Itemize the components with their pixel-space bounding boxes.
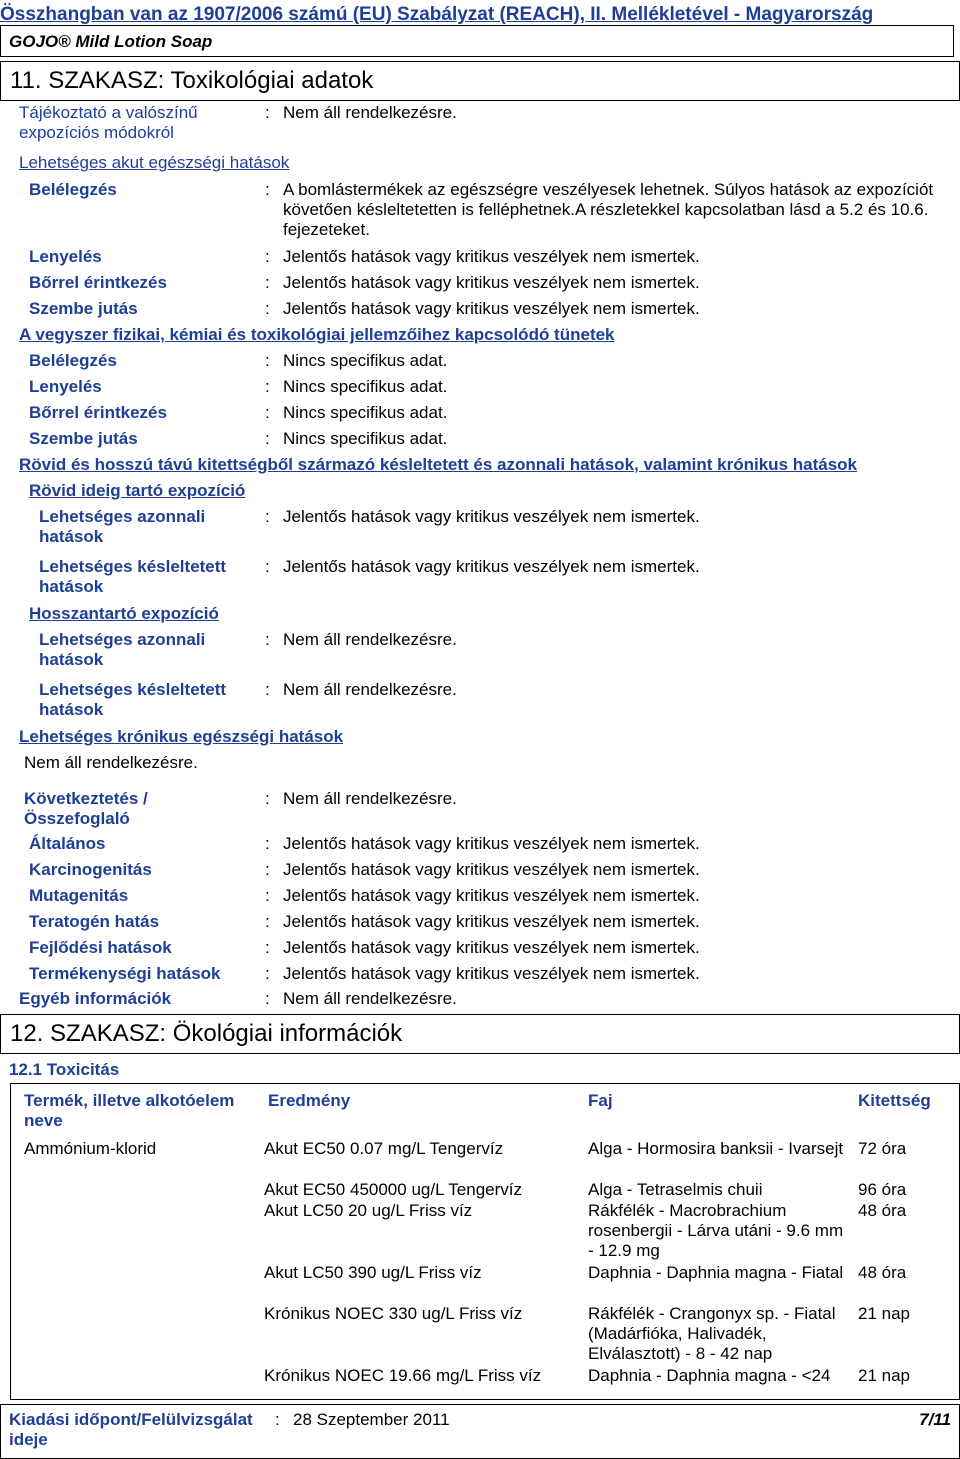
acute-label: Lenyelés xyxy=(29,247,102,266)
colon: : xyxy=(265,377,270,396)
exposure-routes-value: Nem áll rendelkezésre. xyxy=(283,103,457,122)
table-cell-species: Daphnia - Daphnia magna - <24 xyxy=(588,1366,831,1385)
section-12-title: 12. SZAKASZ: Ökológiai információk xyxy=(10,1020,403,1047)
chronic-label: Karcinogenitás xyxy=(29,860,152,879)
colon: : xyxy=(265,630,270,649)
section-11-title-box xyxy=(0,61,960,101)
table-cell-component: Ammónium-klorid xyxy=(24,1139,157,1158)
registered-mark: ® xyxy=(58,32,71,51)
section-12-title-box xyxy=(0,1014,960,1054)
footer-label: Kiadási időpont/Felülvizsgálat ideje xyxy=(9,1410,253,1449)
symptom-label: Szembe jutás xyxy=(29,429,138,448)
table-cell-result: Krónikus NOEC 19.66 mg/L Friss víz xyxy=(264,1366,542,1385)
chronic-value: Nem áll rendelkezésre. xyxy=(283,789,457,808)
section-12-subtitle: 12.1 Toxicitás xyxy=(9,1060,120,1079)
colon: : xyxy=(265,912,270,931)
colon: : xyxy=(265,403,270,422)
colon: : xyxy=(265,886,270,905)
table-cell-species: Alga - Tetraselmis chuii xyxy=(588,1180,763,1199)
exposure-routes-colon: : xyxy=(265,103,270,122)
short-term-label: Lehetséges késleltetett hatások xyxy=(39,557,227,596)
delayed-heading: Rövid és hosszú távú kitettségből származó késleltetett és azonnali hatások, valamint krónikus hatások xyxy=(19,455,857,474)
acute-value: A bomlástermékek az egészségre veszélyesek lehetnek. Súlyos hatások az expozíciót követően késleltetetten is felléphetnek.A részletekkel kapcsolatban lásd a 5.2 és 10.6. fejezeteket. xyxy=(283,180,934,239)
chronic-label: Következtetés / Összefoglaló xyxy=(24,789,148,828)
short-term-value: Jelentős hatások vagy kritikus veszélyek nem ismertek. xyxy=(283,557,700,576)
symptom-value: Nincs specifikus adat. xyxy=(283,403,448,422)
chronic-value: Jelentős hatások vagy kritikus veszélyek nem ismertek. xyxy=(283,964,700,983)
acute-heading: Lehetséges akut egészségi hatások xyxy=(19,153,290,172)
chronic-value: Jelentős hatások vagy kritikus veszélyek nem ismertek. xyxy=(283,860,700,879)
colon: : xyxy=(265,351,270,370)
colon: : xyxy=(265,247,270,266)
chronic-value: Jelentős hatások vagy kritikus veszélyek nem ismertek. xyxy=(283,912,700,931)
chronic-heading: Lehetséges krónikus egészségi hatások xyxy=(19,727,344,746)
symptoms-heading: A vegyszer fizikai, kémiai és toxikológiai jellemzőihez kapcsolódó tünetek xyxy=(19,325,615,344)
table-cell-exposure: 21 nap xyxy=(858,1304,910,1323)
table-header-component: Termék, illetve alkotóelem neve xyxy=(24,1091,235,1130)
table-cell-exposure: 48 óra xyxy=(858,1263,907,1282)
table-cell-exposure: 48 óra xyxy=(858,1201,907,1220)
long-term-heading: Hosszantartó expozíció xyxy=(29,604,219,623)
colon: : xyxy=(265,860,270,879)
colon: : xyxy=(265,989,270,1008)
colon: : xyxy=(265,180,270,199)
table-cell-result: Akut EC50 0.07 mg/L Tengervíz xyxy=(264,1139,504,1158)
acute-label: Bőrrel érintkezés xyxy=(29,273,167,292)
chronic-value: Jelentős hatások vagy kritikus veszélyek nem ismertek. xyxy=(283,886,700,905)
table-cell-result: Krónikus NOEC 330 ug/L Friss víz xyxy=(264,1304,523,1323)
colon: : xyxy=(265,429,270,448)
chronic-label: Termékenységi hatások xyxy=(29,964,221,983)
footer-colon: : xyxy=(275,1410,280,1429)
acute-value: Jelentős hatások vagy kritikus veszélyek nem ismertek. xyxy=(283,299,700,318)
table-cell-species: Alga - Hormosira banksii - Ivarsejt xyxy=(588,1139,844,1158)
long-term-value: Nem áll rendelkezésre. xyxy=(283,680,457,699)
chronic-label: Általános xyxy=(29,834,106,853)
colon: : xyxy=(265,273,270,292)
colon: : xyxy=(265,938,270,957)
table-cell-exposure: 72 óra xyxy=(858,1139,907,1158)
short-term-heading: Rövid ideig tartó expozíció xyxy=(29,481,246,500)
symptom-label: Bőrrel érintkezés xyxy=(29,403,167,422)
table-cell-exposure: 21 nap xyxy=(858,1366,910,1385)
other-info-label: Egyéb információk xyxy=(19,989,172,1008)
footer xyxy=(0,1404,960,1459)
chronic-text: Nem áll rendelkezésre. xyxy=(24,753,198,772)
section-11-title: 11. SZAKASZ: Toxikológiai adatok xyxy=(10,67,374,94)
colon: : xyxy=(265,964,270,983)
regulation-header: Összhangban van az 1907/2006 számú (EU) Szabályzat (REACH), II. Mellékletével - Magyarország xyxy=(0,4,874,25)
long-term-label: Lehetséges késleltetett hatások xyxy=(39,680,227,719)
toxicity-table xyxy=(10,1083,960,1400)
exposure-routes-label: Tájékoztató a valószínű expozíciós módokról xyxy=(19,103,198,142)
symptom-value: Nincs specifikus adat. xyxy=(283,429,448,448)
acute-label: Belélegzés xyxy=(29,180,117,199)
chronic-label: Fejlődési hatások xyxy=(29,938,172,957)
long-term-value: Nem áll rendelkezésre. xyxy=(283,630,457,649)
table-cell-exposure: 96 óra xyxy=(858,1180,907,1199)
symptom-value: Nincs specifikus adat. xyxy=(283,351,448,370)
chronic-label: Teratogén hatás xyxy=(29,912,160,931)
table-cell-species: Rákfélék - Crangonyx sp. - Fiatal (Madárfióka, Halivadék, Elválasztott) - 8 - 42 nap xyxy=(588,1304,836,1363)
product-name: GOJO® Mild Lotion Soap xyxy=(9,32,213,51)
short-term-value: Jelentős hatások vagy kritikus veszélyek nem ismertek. xyxy=(283,507,700,526)
chronic-label: Mutagenitás xyxy=(29,886,129,905)
table-cell-result: Akut LC50 20 ug/L Friss víz xyxy=(264,1201,473,1220)
acute-value: Jelentős hatások vagy kritikus veszélyek nem ismertek. xyxy=(283,247,700,266)
colon: : xyxy=(265,834,270,853)
page-number: 7/11 xyxy=(919,1410,951,1429)
long-term-label: Lehetséges azonnali hatások xyxy=(39,630,206,669)
colon: : xyxy=(265,507,270,526)
colon: : xyxy=(265,299,270,318)
table-header-species: Faj xyxy=(588,1091,613,1110)
short-term-label: Lehetséges azonnali hatások xyxy=(39,507,206,546)
table-cell-species: Daphnia - Daphnia magna - Fiatal xyxy=(588,1263,844,1282)
symptom-value: Nincs specifikus adat. xyxy=(283,377,448,396)
table-header-exposure: Kitettség xyxy=(858,1091,931,1110)
colon: : xyxy=(265,680,270,699)
acute-value: Jelentős hatások vagy kritikus veszélyek nem ismertek. xyxy=(283,273,700,292)
chronic-value: Jelentős hatások vagy kritikus veszélyek nem ismertek. xyxy=(283,834,700,853)
footer-date: 28 Szeptember 2011 xyxy=(293,1410,450,1429)
chronic-value: Jelentős hatások vagy kritikus veszélyek nem ismertek. xyxy=(283,938,700,957)
colon: : xyxy=(265,789,270,808)
table-cell-result: Akut EC50 450000 ug/L Tengervíz xyxy=(264,1180,523,1199)
table-header-result: Eredmény xyxy=(268,1091,351,1110)
acute-label: Szembe jutás xyxy=(29,299,138,318)
symptom-label: Lenyelés xyxy=(29,377,102,396)
product-name-box xyxy=(0,25,954,57)
other-info-value: Nem áll rendelkezésre. xyxy=(283,989,457,1008)
symptom-label: Belélegzés xyxy=(29,351,117,370)
table-cell-species: Rákfélék - Macrobrachium rosenbergii - Lárva utáni - 9.6 mm - 12.9 mg xyxy=(588,1201,844,1260)
colon: : xyxy=(265,557,270,576)
table-cell-result: Akut LC50 390 ug/L Friss víz xyxy=(264,1263,482,1282)
